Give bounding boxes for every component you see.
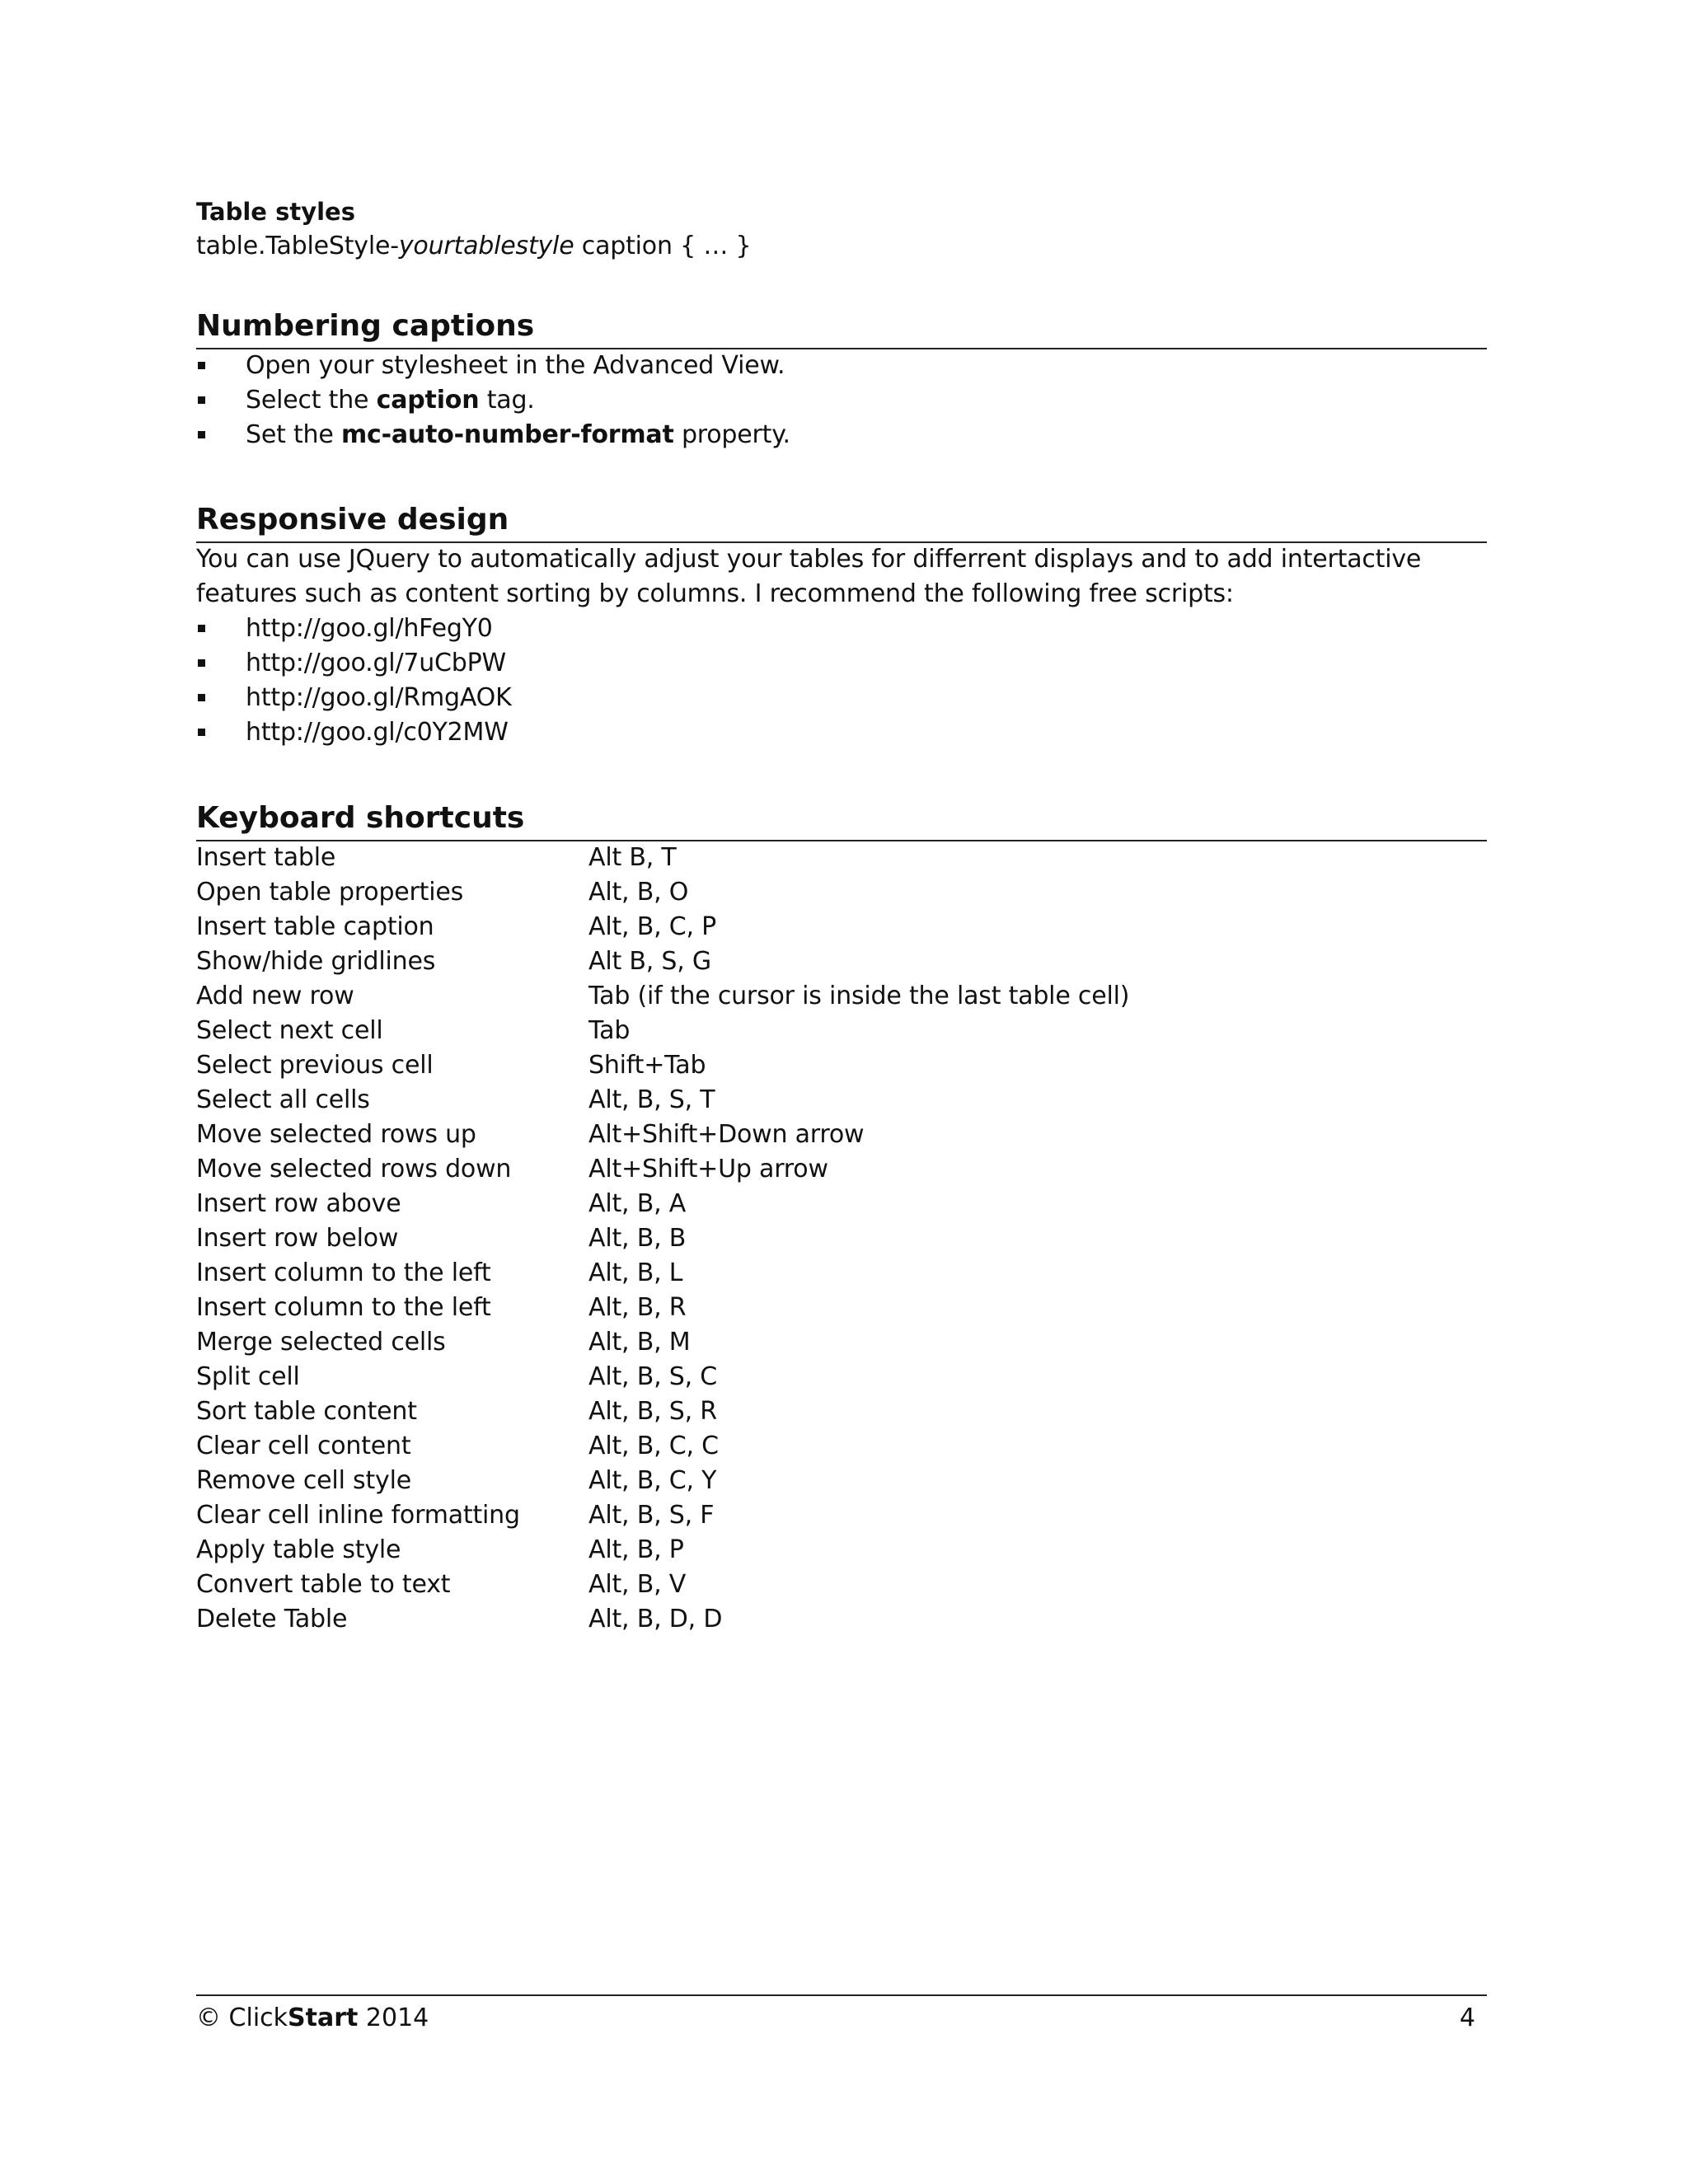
table-row	[196, 1360, 1129, 1394]
script-link[interactable]: http://goo.gl/7uCbPW	[246, 649, 506, 677]
shortcut-action: Apply table style	[196, 1535, 401, 1564]
script-link[interactable]: http://goo.gl/RmgAOK	[246, 683, 512, 712]
table-row	[196, 1394, 1129, 1429]
copyright-prefix: © Click	[196, 2004, 288, 2032]
script-links-list	[196, 612, 1487, 750]
table-row	[196, 1464, 1129, 1498]
table-row	[196, 979, 1129, 1014]
shortcut-keys: Alt, B, C, P	[588, 912, 717, 941]
shortcut-action: Open table properties	[196, 878, 464, 907]
shortcut-keys: Alt+Shift+Up arrow	[588, 1155, 828, 1183]
table-row	[196, 944, 1129, 979]
shortcut-keys: Alt, B, V	[588, 1570, 687, 1599]
shortcut-action: Insert row below	[196, 1224, 399, 1253]
bullet-icon	[198, 431, 205, 438]
list-item-text: tag.	[479, 386, 535, 415]
shortcut-action: Select all cells	[196, 1085, 370, 1114]
table-row	[196, 1602, 1129, 1637]
shortcut-keys: Tab	[588, 1016, 631, 1045]
list-item-text: Open your stylesheet in the Advanced View.	[246, 351, 785, 380]
responsive-design-heading: Responsive design	[196, 500, 1487, 543]
shortcut-action: Remove cell style	[196, 1466, 411, 1495]
list-item	[196, 383, 1487, 418]
shortcut-action: Select next cell	[196, 1016, 383, 1045]
shortcut-keys: Shift+Tab	[588, 1051, 706, 1080]
list-item[interactable]	[196, 646, 1487, 681]
shortcut-keys: Alt, B, S, T	[588, 1085, 715, 1114]
list-item[interactable]	[196, 715, 1487, 750]
shortcut-keys: Alt, B, M	[588, 1328, 691, 1357]
shortcut-keys: Alt, B, A	[588, 1189, 687, 1218]
table-row	[196, 841, 1129, 875]
bullet-icon	[198, 729, 205, 736]
table-row	[196, 1014, 1129, 1048]
shortcut-keys: Alt, B, L	[588, 1258, 683, 1287]
shortcut-keys: Alt, B, D, D	[588, 1605, 723, 1633]
table-row	[196, 1221, 1129, 1256]
shortcut-keys: Alt B, T	[588, 843, 677, 872]
responsive-design-section	[196, 500, 1487, 750]
list-item-text: property.	[673, 420, 790, 449]
table-row	[196, 1533, 1129, 1568]
keyboard-shortcuts-heading: Keyboard shortcuts	[196, 799, 1487, 841]
bullet-icon	[198, 625, 205, 632]
shortcut-keys: Alt, B, S, R	[588, 1397, 717, 1426]
shortcut-keys: Alt+Shift+Down arrow	[588, 1120, 865, 1149]
bullet-icon	[198, 694, 205, 701]
table-row	[196, 1568, 1129, 1602]
shortcut-action: Insert table caption	[196, 912, 434, 941]
shortcut-action: Clear cell inline formatting	[196, 1501, 520, 1530]
shortcut-action: Insert column to the left	[196, 1293, 491, 1322]
responsive-paragraph-line-2: features such as content sorting by columns. I recommend the following free scripts:	[196, 579, 1234, 608]
table-styles-section	[196, 194, 1487, 264]
numbering-captions-heading: Numbering captions	[196, 307, 1487, 349]
shortcut-action: Insert row above	[196, 1189, 401, 1218]
page-footer	[196, 1994, 1487, 2036]
script-link[interactable]: http://goo.gl/c0Y2MW	[246, 718, 509, 747]
table-row	[196, 1152, 1129, 1187]
shortcut-keys: Alt, B, R	[588, 1293, 687, 1322]
table-row	[196, 1325, 1129, 1360]
shortcut-action: Move selected rows up	[196, 1120, 476, 1149]
table-row	[196, 1118, 1129, 1152]
responsive-paragraph-line-1: You can use JQuery to automatically adjust your tables for differrent displays and to add intertactive	[196, 545, 1422, 574]
bullet-icon	[198, 362, 205, 369]
shortcuts-table	[196, 841, 1129, 1637]
shortcut-keys: Alt, B, C, C	[588, 1432, 719, 1460]
shortcut-action: Convert table to text	[196, 1570, 451, 1599]
list-item-text: Select the	[246, 386, 377, 415]
table-row	[196, 1291, 1129, 1325]
shortcut-action: Clear cell content	[196, 1432, 411, 1460]
shortcut-keys: Alt B, S, G	[588, 947, 711, 976]
shortcut-keys: Alt, B, O	[588, 878, 689, 907]
shortcut-action: Add new row	[196, 982, 354, 1010]
keyboard-shortcuts-section	[196, 799, 1487, 1637]
shortcut-action: Show/hide gridlines	[196, 947, 436, 976]
code-prefix: table.TableStyle-	[196, 232, 399, 260]
code-italic: yourtablestyle	[398, 232, 574, 260]
bullet-icon	[198, 659, 205, 667]
shortcut-action: Insert column to the left	[196, 1258, 491, 1287]
page-number: 4	[1459, 2004, 1475, 2032]
numbering-captions-list	[196, 349, 1487, 452]
list-item[interactable]	[196, 612, 1487, 646]
shortcut-action: Split cell	[196, 1362, 300, 1391]
table-row	[196, 910, 1129, 944]
shortcut-keys: Tab (if the cursor is inside the last table cell)	[588, 982, 1130, 1010]
copyright-brand-bold: Start	[288, 2004, 359, 2032]
copyright-text	[196, 2004, 429, 2032]
table-row	[196, 1429, 1129, 1464]
list-item-bold: mc-auto-number-format	[340, 420, 674, 449]
list-item-text: Set the	[246, 420, 341, 449]
list-item[interactable]	[196, 681, 1487, 715]
shortcut-action: Select previous cell	[196, 1051, 434, 1080]
shortcut-action: Sort table content	[196, 1397, 417, 1426]
list-item	[196, 349, 1487, 383]
shortcut-keys: Alt, B, C, Y	[588, 1466, 717, 1495]
table-row	[196, 1498, 1129, 1533]
copyright-year: 2014	[358, 2004, 429, 2032]
shortcut-keys: Alt, B, B	[588, 1224, 687, 1253]
shortcut-keys: Alt, B, S, C	[588, 1362, 718, 1391]
shortcut-action: Merge selected cells	[196, 1328, 446, 1357]
table-row	[196, 875, 1129, 910]
bullet-icon	[198, 396, 205, 404]
shortcut-action: Move selected rows down	[196, 1155, 512, 1183]
shortcut-keys: Alt, B, P	[588, 1535, 684, 1564]
shortcut-action: Delete Table	[196, 1605, 348, 1633]
table-styles-label: Table styles	[196, 198, 355, 226]
script-link[interactable]: http://goo.gl/hFegY0	[246, 614, 493, 643]
list-item	[196, 418, 1487, 452]
table-row	[196, 1256, 1129, 1291]
code-suffix: caption { … }	[574, 232, 752, 260]
table-row	[196, 1083, 1129, 1118]
table-styles-code	[196, 229, 1487, 264]
list-item-bold: caption	[376, 386, 480, 415]
numbering-captions-section	[196, 307, 1487, 452]
table-row	[196, 1048, 1129, 1083]
shortcut-action: Insert table	[196, 843, 336, 872]
table-row	[196, 1187, 1129, 1221]
shortcut-keys: Alt, B, S, F	[588, 1501, 715, 1530]
